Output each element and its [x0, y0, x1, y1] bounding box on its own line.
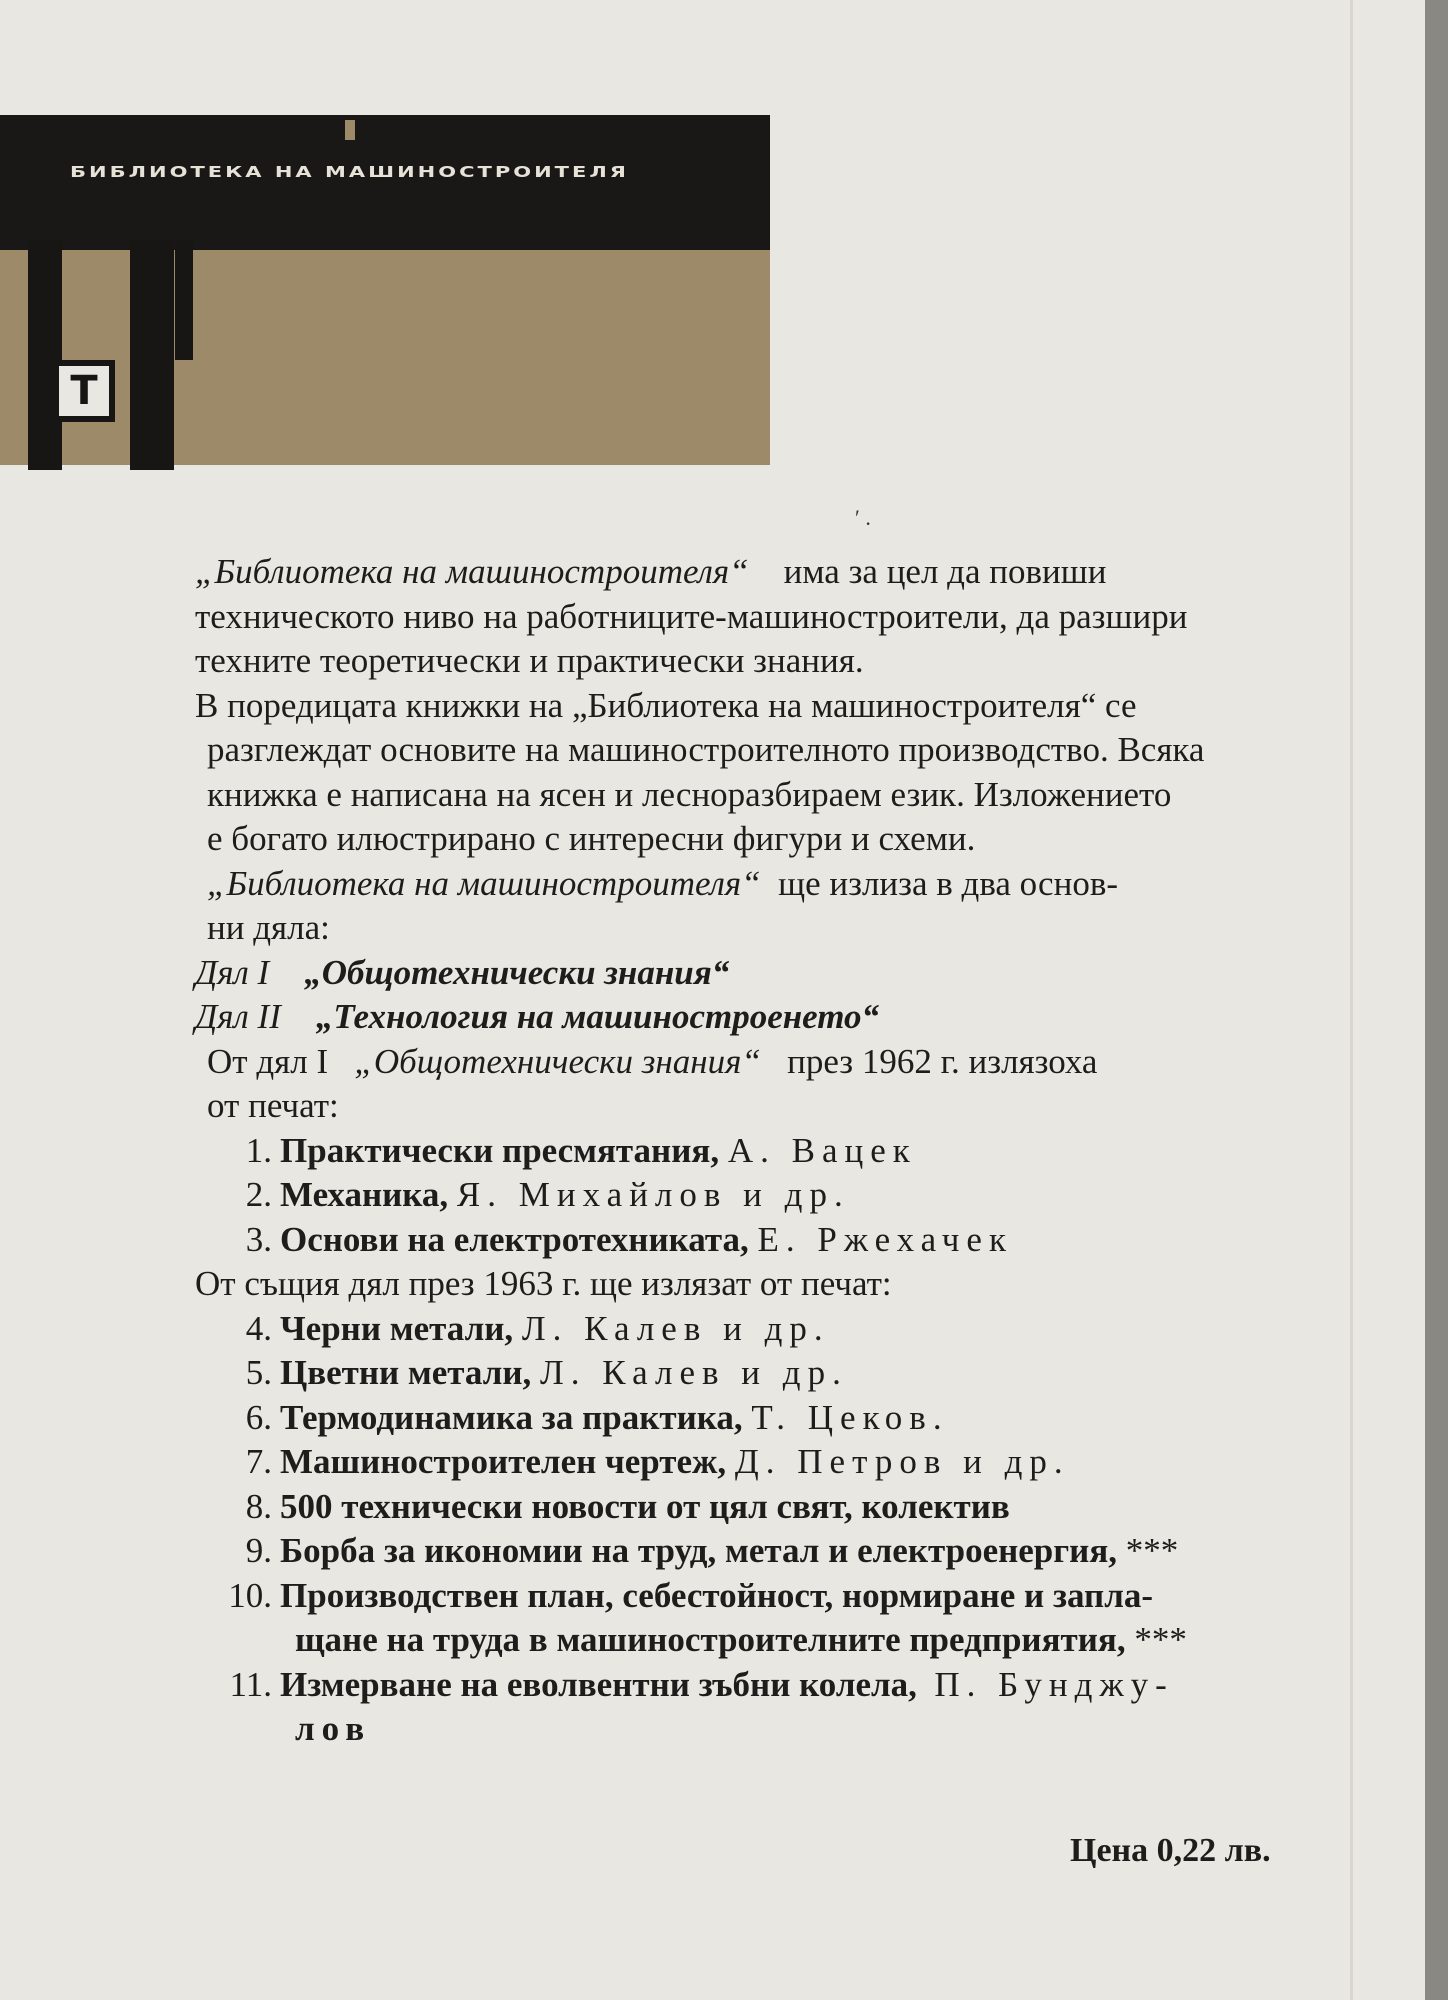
- intro-line-8: „Библиотека на машиностроителя“ ще излиза в два основ-: [207, 863, 1119, 903]
- caliper-notch: [345, 120, 355, 140]
- book-item: 10. Производствен план, себестойност, нормиране и запла-: [228, 1575, 1154, 1615]
- intro-line-2: техническото ниво на работниците-машиностроители, да разшири: [195, 596, 1188, 636]
- cover-edge-line: [1350, 0, 1353, 2000]
- book-item: 4. Черни метали, Л. Калев и др.: [245, 1308, 830, 1348]
- published-line-b: от печат:: [207, 1086, 339, 1125]
- publisher-logo: Т: [53, 360, 115, 422]
- intro-line-9: ни дяла:: [207, 908, 330, 947]
- series-title: БИБЛИОТЕКА НА МАШИНОСТРОИТЕЛЯ: [70, 163, 629, 181]
- published-line-a: От дял I „Общотехнически знания“ през 1962 г. излязоха: [207, 1041, 1098, 1081]
- book-item: 3. Основи на електротехниката, Е. Ржехачек: [245, 1219, 1013, 1259]
- intro-line-1: „Библиотека на машиностроителя“ има за цел да повиши: [195, 552, 1107, 591]
- book-item-continuation: лов: [295, 1709, 372, 1748]
- book-item: 7. Машиностроителен чертеж, Д. Петров и др.: [245, 1442, 1070, 1481]
- intro-line-7: е богато илюстрирано с интересни фигури и схеми.: [207, 819, 976, 858]
- caliper-jaw-right: [175, 240, 193, 360]
- intro-line-6: книжка е написана на ясен и лесноразбираем език. Изложението: [207, 774, 1172, 814]
- banner-khaki-block: [0, 250, 770, 465]
- price-label: Цена 0,22 лв.: [1070, 1832, 1271, 1869]
- book-item-continuation: щане на труда в машиностроителните предприятия, ***: [295, 1620, 1187, 1659]
- book-item: 2. Механика, Я. Михайлов и др.: [245, 1175, 850, 1214]
- description-text: [195, 550, 1315, 1752]
- upcoming-intro: От същия дял през 1963 г. ще излязат от печат:: [195, 1264, 892, 1303]
- intro-line-4: В поредицата книжки на „Библиотека на машиностроителя“ се: [195, 685, 1137, 725]
- section-1: Дял I „Общотехнически знания“: [195, 952, 730, 992]
- book-item: 5. Цветни метали, Л. Калев и др.: [245, 1353, 848, 1392]
- book-item: 9. Борба за икономии на труд, метал и електроенергия, ***: [245, 1531, 1179, 1570]
- book-item: 11. Измерване на еволвентни зъбни колела, П. Бунджу-: [229, 1664, 1174, 1704]
- intro-line-5: разглеждат основите на машиностроителното производство. Всяка: [207, 730, 1205, 769]
- section-2: Дял II „Технология на машиностроенето“: [195, 997, 880, 1036]
- book-item: 1. Практически пресмятания, А. Вацек: [245, 1130, 917, 1170]
- caliper-jaw-middle: [130, 240, 174, 470]
- banner-black-bar: [0, 115, 770, 250]
- book-item: 6. Термодинамика за практика, Т. Цеков.: [245, 1397, 949, 1437]
- print-specks: ′ .: [855, 505, 871, 530]
- caliper-jaw-left: [28, 240, 62, 470]
- book-item: 8. 500 технически новости от цял свят, колектив: [245, 1486, 1010, 1526]
- background-edge: [1425, 0, 1448, 2000]
- intro-line-3: техните теоретически и практически знания.: [195, 641, 864, 680]
